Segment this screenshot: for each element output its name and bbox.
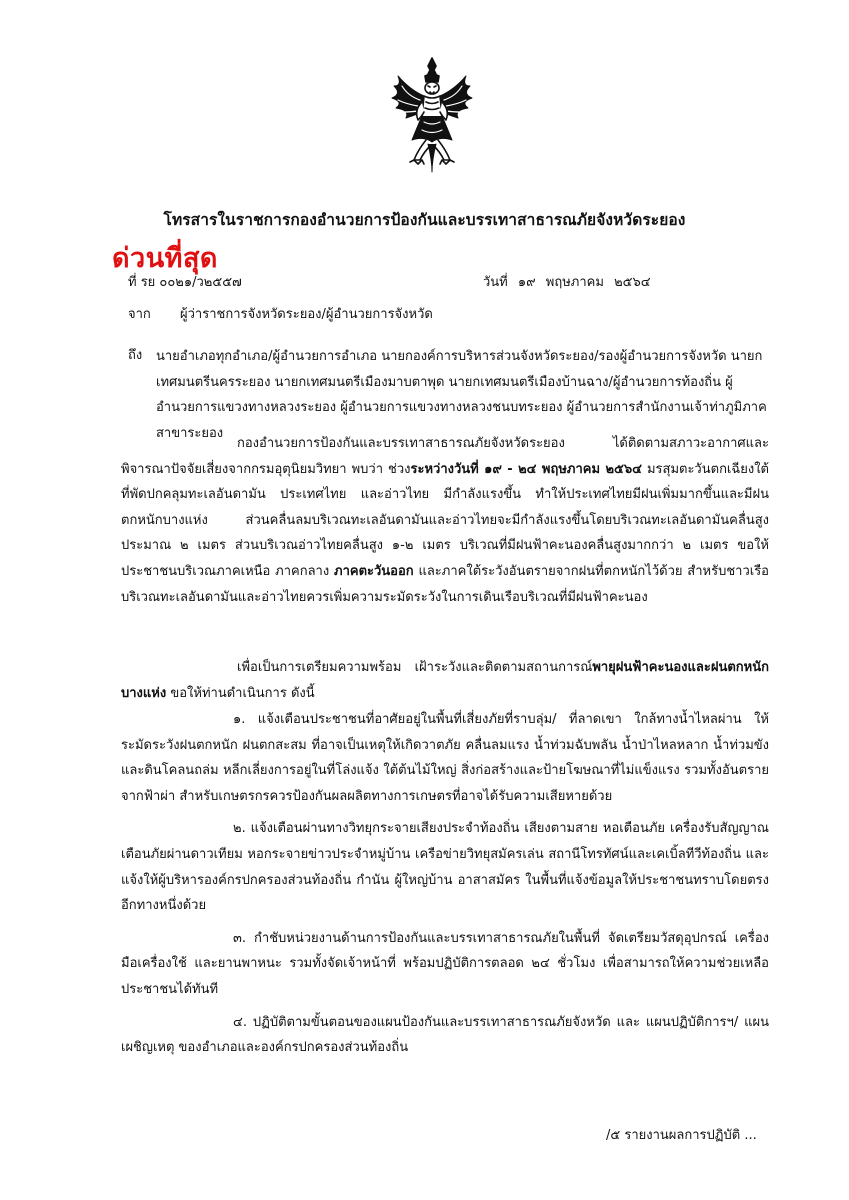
paragraph-situation-text-3: และภาคใต้ระวังอันตรายจากฝนที่ตกหนักไว้ด้วย สำหรับชาวเรือบริเวณทะเลอันดามันและอ่าวไทยควรเพิ่มความระมัดระวังในการเดินเรือบริเวณที่มีฝนฟ้าคะนอง xyxy=(121,563,769,605)
urgency-stamp: ด่วนที่สุด xyxy=(112,243,218,274)
action-item-4: ๔. ปฏิบัติตามขั้นตอนของแผนป้องกันและบรรเทาสาธารณภัยจังหวัด และ แผนปฏิบัติการฯ/ แผนเผชิญเหตุ ของอำเภอและองค์กรปกครองส่วนท้องถิ่น xyxy=(121,1014,769,1056)
reference-number: ที่ รย ๐๐๒๑/ว๒๕๕๗ xyxy=(128,275,242,290)
paragraph-situation xyxy=(121,431,769,610)
paragraph-situation-date-range: ระหว่างวันที่ ๑๙ - ๒๔ พฤษภาคม ๒๕๖๔ xyxy=(410,461,642,477)
paragraph-preparation-hazard: พายุฝนฟ้าคะนองและฝนตกหนักบางแห่ง xyxy=(121,660,769,701)
paragraph-preparation-text-2: ขอให้ท่านดำเนินการ ดังนี้ xyxy=(166,685,315,701)
from-label: จาก xyxy=(128,307,151,322)
paragraph-situation-east-region: ภาคตะวันออก xyxy=(334,563,414,579)
from-text: ผู้ว่าราชการจังหวัดระยอง/ผู้อำนวยการจังหวัด xyxy=(180,307,433,322)
to-label: ถึง xyxy=(128,348,143,363)
document-title: โทรสารในราชการกองอำนวยการป้องกันและบรรเทาสาธารณภัยจังหวัดระยอง xyxy=(163,211,686,229)
continuation-note: /๕ รายงานผลการปฏิบัติ ... xyxy=(606,1128,757,1143)
garuda-emblem-icon xyxy=(384,56,480,174)
paragraph-situation-text-1: กองอำนวยการป้องกันและบรรเทาสาธารณภัยจังหวัดระยอง ได้ติดตามสภาวะอากาศและพิจารณาปัจจัยเสี่ยงจากกรมอุตุนิยมวิทยา พบว่า ช่วง xyxy=(121,436,769,477)
action-item-1: ๑. แจ้งเตือนประชาชนที่อาศัยอยู่ในพื้นที่เสี่ยงภัยที่ราบลุ่ม/ ที่ลาดเขา ใกล้ทางน้ำไหลผ่าน ให้ระมัดระวังฝนตกหนัก ฝนตกสะสม ที่อาจเป็นเหตุให้เกิดวาตภัย คลื่นลมแรง น้ำท่วมฉับพลัน น้ำป่าไหลหลาก น้ำท่วมขัง และดินโคลนถล่ม หลีกเลี่ยงการอยู่ในที่โล่งแจ้ง ใต้ต้นไม้ใหญ่ สิ่งก่อสร้างและป้ายโฆษณาที่ไม่แข็งแรง รวมทั้งอันตรายจากฟ้าผ่า สำหรับเกษตรกรควรป้องกันผลผลิตทางการเกษตรที่อาจได้รับความเสียหายด้วย xyxy=(121,712,769,804)
action-items-list xyxy=(121,707,769,1068)
paragraph-preparation xyxy=(121,655,769,706)
paragraph-situation-text-2: มรสุมตะวันตกเฉียงใต้ที่พัดปกคลุมทะเลอันดามัน ประเทศไทย และอ่าวไทย มีกำลังแรงขึ้น ทำให้ประเทศไทยมีฝนเพิ่มมากขึ้นและมีฝนตกหนักบางแห่ง ส่วนคลื่นลมบริเวณทะเลอันดามันและอ่าวไทยจะมีกำลังแรงขึ้นโดยบริเวณทะเลอันดามันคลื่นสูงประมาณ ๒ เมตร ส่วนบริเวณอ่าวไทยคลื่นสูง ๑-๒ เมตร บริเวณที่มีฝนฟ้าคะนองคลื่นสูงมากกว่า ๒ เมตร ขอให้ประชาชนบริเวณภาคเหนือ ภาคกลาง xyxy=(121,461,769,579)
action-item-3: ๓. กำชับหน่วยงานด้านการป้องกันและบรรเทาสาธารณภัยในพื้นที่ จัดเตรียมวัสดุอุปกรณ์ เครื่องมือเครื่องใช้ และยานพาหนะ รวมทั้งจัดเจ้าหน้าที่ พร้อมปฏิบัติการตลอด ๒๔ ชั่วโมง เพื่อสามารถให้ความช่วยเหลือประชาชนได้ทันที xyxy=(121,930,769,997)
paragraph-preparation-text-1: เพื่อเป็นการเตรียมความพร้อม เฝ้าระวังและติดตามสถานการณ์ xyxy=(237,660,593,675)
action-item-2: ๒. แจ้งเตือนผ่านทางวิทยุกระจายเสียงประจำท้องถิ่น เสียงตามสาย หอเตือนภัย เครื่องรับสัญญาณเตือนภัยผ่านดาวเทียม หอกระจายข่าวประจำหมู่บ้าน เครือข่ายวิทยุสมัครเล่น สถานีโทรทัศน์และเคเบิ้ลทีวีท้องถิ่น และแจ้งให้ผู้บริหารองค์กรปกครองส่วนท้องถิ่น กำนัน ผู้ใหญ่บ้าน อาสาสมัคร ในพื้นที่แจ้งข้อมูลให้ประชาชนทราบโดยตรงอีกทางหนึ่งด้วย xyxy=(121,821,769,914)
to-recipients: นายอำเภอทุกอำเภอ/ผู้อำนวยการอำเภอ นายกองค์การบริหารส่วนจังหวัดระยอง/รองผู้อำนวยการจังหวัด นายกเทศมนตรีนครระยอง นายกเทศมนตรีเมืองมาบตาพุด นายกเทศมนตรีเมืองบ้านฉาง/ผู้อำนวยการท้องถิ่น ผู้อำนวยการแขวงทางหลวงระยอง ผู้อำนวยการแขวงทางหลวงชนบทระยอง ผู้อำนวยการสำนักงานเจ้าท่าภูมิภาค สาขาระยอง xyxy=(156,349,767,441)
document-date: วันที่ ๑๙ พฤษภาคม ๒๕๖๔ xyxy=(483,275,651,290)
